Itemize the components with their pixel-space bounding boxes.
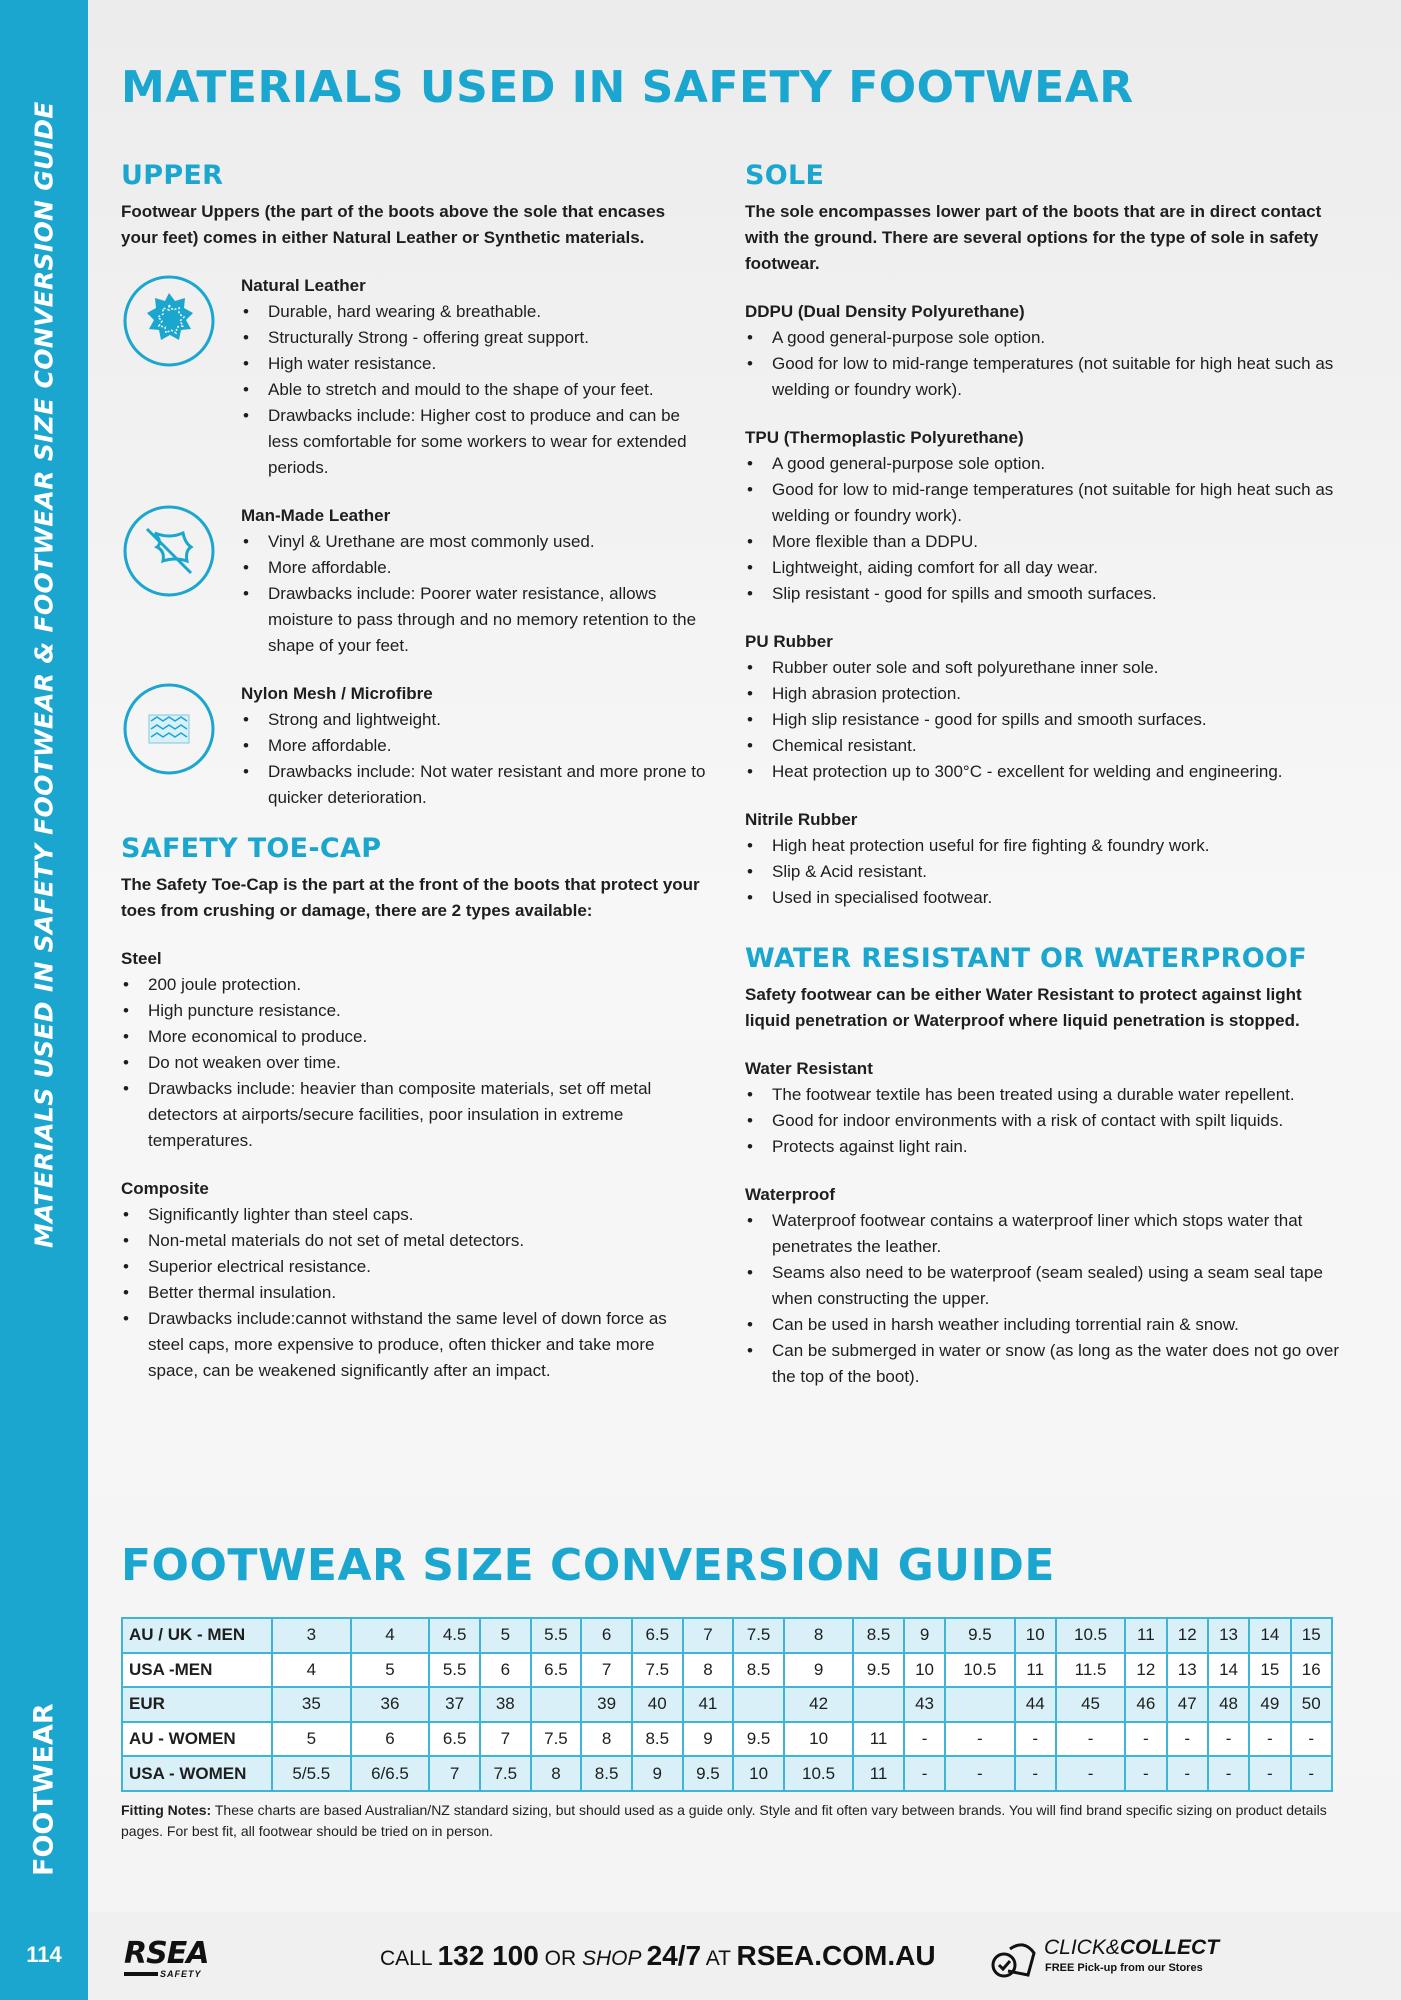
sole-heading: SOLE <box>745 160 825 191</box>
size-cell: 7 <box>581 1653 632 1688</box>
size-cell: 10 <box>904 1653 945 1688</box>
sole-types <box>745 299 1345 911</box>
size-cell: 5/5.5 <box>272 1756 351 1791</box>
size-cell: 12 <box>1167 1618 1208 1653</box>
size-cell: 8 <box>531 1756 582 1791</box>
size-cell: 5 <box>480 1618 531 1653</box>
size-cell: - <box>945 1756 1014 1791</box>
size-cell: 9.5 <box>945 1618 1014 1653</box>
size-cell: 41 <box>683 1687 734 1722</box>
size-cell: 6 <box>581 1618 632 1653</box>
size-cell: 6.5 <box>429 1722 480 1757</box>
bullet-point: • A good general-purpose sole option. <box>745 451 1345 477</box>
size-cell: 11.5 <box>1056 1653 1125 1688</box>
bullet-point: • Superior electrical resistance. <box>121 1254 706 1280</box>
material-type-block <box>745 629 1345 785</box>
size-cell: 8 <box>784 1618 853 1653</box>
size-cell: 11 <box>1015 1653 1056 1688</box>
size-cell: 8 <box>683 1653 734 1688</box>
size-cell: 15 <box>1249 1653 1290 1688</box>
bullet-point: • The footwear textile has been treated using a durable water repellent. <box>745 1082 1345 1108</box>
size-cell: 35 <box>272 1687 351 1722</box>
bullet-point: • 200 joule protection. <box>121 972 706 998</box>
size-cell: 7.5 <box>480 1756 531 1791</box>
upper-heading: UPPER <box>121 160 224 191</box>
material-type-block <box>745 1056 1345 1160</box>
size-cell: 10.5 <box>945 1653 1014 1688</box>
size-cell: - <box>1056 1722 1125 1757</box>
row-header: AU / UK - MEN <box>122 1618 272 1653</box>
size-cell: 7.5 <box>632 1653 683 1688</box>
size-cell: - <box>904 1756 945 1791</box>
size-cell: 38 <box>480 1687 531 1722</box>
size-cell: 43 <box>904 1687 945 1722</box>
bullet-point: • Heat protection up to 300°C - excellent for welding and engineering. <box>745 759 1345 785</box>
bullet-point: • Can be submerged in water or snow (as long as the water does not go over the top of the boot). <box>745 1338 1345 1390</box>
bullet-point: • Used in specialised footwear. <box>745 885 1345 911</box>
size-cell: 15 <box>1291 1618 1332 1653</box>
size-cell: 6 <box>351 1722 430 1757</box>
material-type-block <box>745 807 1345 911</box>
bullet-point: • Good for indoor environments with a risk of contact with spilt liquids. <box>745 1108 1345 1134</box>
water-types <box>745 1056 1345 1390</box>
bullet-point: • Can be used in harsh weather including torrential rain & snow. <box>745 1312 1345 1338</box>
size-cell: 8.5 <box>581 1756 632 1791</box>
no-leather-icon <box>121 503 217 599</box>
material-body <box>241 273 706 481</box>
toecap-section <box>121 833 706 1384</box>
click-collect-subtitle: FREE Pick-up from our Stores <box>1045 1962 1203 1974</box>
material-type-name: Water Resistant <box>745 1059 873 1078</box>
bullet-point: • Better thermal insulation. <box>121 1280 706 1306</box>
size-cell: - <box>1167 1756 1208 1791</box>
size-guide-title: FOOTWEAR SIZE CONVERSION GUIDE <box>121 1540 1055 1591</box>
size-cell <box>531 1687 582 1722</box>
bullet-point: • More affordable. <box>241 555 706 581</box>
size-cell: 10 <box>733 1756 784 1791</box>
bullet-point: • High water resistance. <box>241 351 706 377</box>
material-type-name: Steel <box>121 949 162 968</box>
bullet-point: • Able to stretch and mould to the shape of your feet. <box>241 377 706 403</box>
size-cell: 39 <box>581 1687 632 1722</box>
bullet-point: • More flexible than a DDPU. <box>745 529 1345 555</box>
size-cell: 11 <box>853 1722 904 1757</box>
material-row <box>121 503 706 659</box>
cc-amp: & <box>1105 1936 1120 1959</box>
size-cell: 6.5 <box>632 1618 683 1653</box>
size-cell: 7 <box>429 1756 480 1791</box>
size-cell: 8 <box>581 1722 632 1757</box>
size-cell: 4.5 <box>429 1618 480 1653</box>
table-row <box>122 1722 1332 1757</box>
size-cell: 49 <box>1249 1687 1290 1722</box>
bullet-point: • Waterproof footwear contains a waterproof liner which stops water that penetrates the leather. <box>745 1208 1345 1260</box>
size-cell: - <box>1291 1756 1332 1791</box>
material-name: Natural Leather <box>241 276 366 295</box>
call-at: AT <box>701 1947 737 1970</box>
size-cell: 12 <box>1125 1653 1166 1688</box>
size-cell: 9 <box>904 1618 945 1653</box>
material-type-block <box>121 946 706 1154</box>
size-cell <box>733 1687 784 1722</box>
size-cell: 6.5 <box>531 1653 582 1688</box>
size-cell: 45 <box>1056 1687 1125 1722</box>
left-column <box>121 160 706 1406</box>
website-link[interactable]: RSEA.COM.AU <box>736 1940 936 1971</box>
size-cell: 47 <box>1167 1687 1208 1722</box>
toecap-intro: The Safety Toe-Cap is the part at the front of the boots that protect your toes from crushing or damage, there are 2 types available: <box>121 875 700 920</box>
size-cell: 16 <box>1291 1653 1332 1688</box>
material-type-block <box>745 299 1345 403</box>
click-collect-bag-icon <box>990 1935 1040 1981</box>
bullet-point: • Slip & Acid resistant. <box>745 859 1345 885</box>
bullet-point: • Durable, hard wearing & breathable. <box>241 299 706 325</box>
size-cell: 8.5 <box>632 1722 683 1757</box>
size-cell: 9 <box>632 1756 683 1791</box>
material-body <box>241 681 706 811</box>
material-type-name: Waterproof <box>745 1185 836 1204</box>
size-cell: - <box>1015 1756 1056 1791</box>
size-cell: - <box>1249 1722 1290 1757</box>
bullet-point: • More affordable. <box>241 733 706 759</box>
size-cell: 50 <box>1291 1687 1332 1722</box>
size-cell: 10 <box>1015 1618 1056 1653</box>
material-type-points <box>745 833 1345 911</box>
size-cell: 8.5 <box>853 1618 904 1653</box>
material-type-name: DDPU (Dual Density Polyurethane) <box>745 302 1025 321</box>
water-heading: WATER RESISTANT OR WATERPROOF <box>745 943 1308 974</box>
size-cell: - <box>1208 1756 1249 1791</box>
material-type-name: PU Rubber <box>745 632 833 651</box>
toecap-types <box>121 946 706 1384</box>
size-conversion-table <box>121 1617 1333 1792</box>
material-name: Nylon Mesh / Microfibre <box>241 684 433 703</box>
size-cell: 36 <box>351 1687 430 1722</box>
size-cell: 3 <box>272 1618 351 1653</box>
bullet-point: • Strong and lightweight. <box>241 707 706 733</box>
click-collect-label <box>1044 1936 1219 1960</box>
size-cell: 40 <box>632 1687 683 1722</box>
material-type-name: Composite <box>121 1179 209 1198</box>
cc-click: CLICK <box>1044 1936 1106 1959</box>
size-cell <box>945 1687 1014 1722</box>
sole-section <box>745 160 1345 911</box>
material-type-points <box>745 1208 1345 1390</box>
size-cell: 14 <box>1249 1618 1290 1653</box>
size-cell: 8.5 <box>733 1653 784 1688</box>
upper-section <box>121 160 706 811</box>
bullet-point: • Drawbacks include:cannot withstand the same level of down force as steel caps, more expensive to produce, often thicker and take more space, can be weakened significantly after an impact. <box>121 1306 706 1384</box>
bullet-point: • Good for low to mid-range temperatures (not suitable for high heat such as welding or foundry work). <box>745 477 1345 529</box>
bullet-point: • More economical to produce. <box>121 1024 706 1050</box>
bullet-point: • A good general-purpose sole option. <box>745 325 1345 351</box>
bullet-point: • High abrasion protection. <box>745 681 1345 707</box>
size-cell: 11 <box>853 1756 904 1791</box>
bullet-point: • Seams also need to be waterproof (seam sealed) using a seam seal tape when constructing the upper. <box>745 1260 1345 1312</box>
bullet-point: • Drawbacks include: Not water resistant and more prone to quicker deterioration. <box>241 759 706 811</box>
size-cell: - <box>1015 1722 1056 1757</box>
size-cell: 44 <box>1015 1687 1056 1722</box>
mesh-fabric-icon <box>121 681 217 777</box>
bullet-point: • Slip resistant - good for spills and smooth surfaces. <box>745 581 1345 607</box>
page-number: 114 <box>26 1942 62 1967</box>
call-or: OR <box>538 1947 582 1970</box>
bullet-point: • Vinyl & Urethane are most commonly used. <box>241 529 706 555</box>
size-cell: 7.5 <box>531 1722 582 1757</box>
bullet-point: • Lightweight, aiding comfort for all day wear. <box>745 555 1345 581</box>
size-cell: 13 <box>1167 1653 1208 1688</box>
size-cell: - <box>1125 1722 1166 1757</box>
fitting-notes <box>121 1800 1333 1842</box>
bullet-point: • High slip resistance - good for spills and smooth surfaces. <box>745 707 1345 733</box>
size-cell: 5.5 <box>429 1653 480 1688</box>
material-type-points <box>121 1202 706 1384</box>
materials-list <box>121 273 706 811</box>
size-cell: 4 <box>351 1618 430 1653</box>
size-cell: - <box>1125 1756 1166 1791</box>
bullet-point: • Chemical resistant. <box>745 733 1345 759</box>
size-cell: 6/6.5 <box>351 1756 430 1791</box>
bullet-point: • Drawbacks include: heavier than composite materials, set off metal detectors at airports/secure facilities, poor insulation in extreme temperatures. <box>121 1076 706 1154</box>
size-cell: 7 <box>480 1722 531 1757</box>
bullet-point: • High heat protection useful for fire fighting & foundry work. <box>745 833 1345 859</box>
rsea-logo-sub: SAFETY <box>160 1969 202 1979</box>
bullet-point: • Do not weaken over time. <box>121 1050 706 1076</box>
page-title: MATERIALS USED IN SAFETY FOOTWEAR <box>121 62 1134 113</box>
row-header: EUR <box>122 1687 272 1722</box>
size-cell <box>853 1687 904 1722</box>
bullet-point: • Non-metal materials do not set of metal detectors. <box>121 1228 706 1254</box>
material-body <box>241 503 706 659</box>
cc-collect: COLLECT <box>1119 1936 1220 1959</box>
size-cell: 14 <box>1208 1653 1249 1688</box>
rsea-logo: RSEA <box>124 1936 209 1971</box>
water-intro: Safety footwear can be either Water Resistant to protect against light liquid penetration or Waterproof where liquid penetration is stopped. <box>745 985 1302 1030</box>
table-row <box>122 1687 1332 1722</box>
size-cell: 9 <box>784 1653 853 1688</box>
size-cell: 42 <box>784 1687 853 1722</box>
size-cell: 5 <box>272 1722 351 1757</box>
bullet-point: • Drawbacks include: Poorer water resistance, allows moisture to pass through and no memory retention to the shape of your feet. <box>241 581 706 659</box>
material-type-name: TPU (Thermoplastic Polyurethane) <box>745 428 1024 447</box>
bullet-point: • Significantly lighter than steel caps. <box>121 1202 706 1228</box>
size-cell: - <box>1056 1756 1125 1791</box>
size-cell: 11 <box>1125 1618 1166 1653</box>
sidebar-section-label: FOOTWEAR <box>28 1703 60 1877</box>
row-header: USA - WOMEN <box>122 1756 272 1791</box>
size-cell: 7 <box>683 1618 734 1653</box>
row-header: USA -MEN <box>122 1653 272 1688</box>
bullet-point: • High puncture resistance. <box>121 998 706 1024</box>
material-points <box>241 707 706 811</box>
material-row <box>121 681 706 811</box>
size-cell: 5.5 <box>531 1618 582 1653</box>
material-points <box>241 299 706 481</box>
material-row <box>121 273 706 481</box>
material-type-block <box>745 425 1345 607</box>
size-cell: 4 <box>272 1653 351 1688</box>
table-row <box>122 1653 1332 1688</box>
right-column <box>745 160 1345 1412</box>
material-type-points <box>745 1082 1345 1160</box>
bullet-point: • Drawbacks include: Higher cost to produce and can be less comfortable for some workers to wear for extended periods. <box>241 403 706 481</box>
size-cell: - <box>1249 1756 1290 1791</box>
material-name: Man-Made Leather <box>241 506 391 525</box>
row-header: AU - WOMEN <box>122 1722 272 1757</box>
size-cell: 37 <box>429 1687 480 1722</box>
material-type-name: Nitrile Rubber <box>745 810 858 829</box>
size-cell: 9.5 <box>853 1653 904 1688</box>
call-shop: SHOP <box>581 1947 647 1970</box>
call-pre: CALL <box>380 1947 438 1970</box>
size-cell: - <box>945 1722 1014 1757</box>
sole-intro: The sole encompasses lower part of the boots that are in direct contact with the ground. There are several options for the type of sole in safety footwear. <box>745 202 1322 273</box>
upper-intro: Footwear Uppers (the part of the boots above the sole that encases your feet) comes in either Natural Leather or Synthetic materials. <box>121 202 666 247</box>
size-cell: 10 <box>784 1722 853 1757</box>
material-type-points <box>745 325 1345 403</box>
toecap-heading: SAFETY TOE-CAP <box>121 833 382 864</box>
size-cell: 46 <box>1125 1687 1166 1722</box>
material-points <box>241 529 706 659</box>
material-type-block <box>121 1176 706 1384</box>
bullet-point: • Structurally Strong - offering great support. <box>241 325 706 351</box>
size-cell: 10.5 <box>784 1756 853 1791</box>
fitting-notes-text: These charts are based Australian/NZ standard sizing, but should used as a guide only. Style and fit often vary between brands. You will find brand specific sizing on product details pages. For best fit, all footwear should be tried on in person. <box>121 1802 1327 1839</box>
table-row <box>122 1618 1332 1653</box>
water-section <box>745 943 1345 1390</box>
call-247: 24/7 <box>646 1940 702 1971</box>
sidebar-vertical-title: MATERIALS USED IN SAFETY FOOTWEAR & FOOTWEAR SIZE CONVERSION GUIDE <box>29 101 59 1249</box>
table-row <box>122 1756 1332 1791</box>
size-cell: 10.5 <box>1056 1618 1125 1653</box>
bullet-point: • Rubber outer sole and soft polyurethane inner sole. <box>745 655 1345 681</box>
phone-number: 132 100 <box>437 1940 539 1971</box>
size-cell: 6 <box>480 1653 531 1688</box>
size-cell: - <box>904 1722 945 1757</box>
bullet-point: • Good for low to mid-range temperatures (not suitable for high heat such as welding or foundry work). <box>745 351 1345 403</box>
logo-underline <box>124 1972 158 1976</box>
size-cell: 13 <box>1208 1618 1249 1653</box>
size-cell: - <box>1291 1722 1332 1757</box>
leather-hide-icon <box>121 273 217 369</box>
size-cell: 48 <box>1208 1687 1249 1722</box>
size-cell: - <box>1167 1722 1208 1757</box>
material-type-points <box>745 655 1345 785</box>
bullet-point: • Protects against light rain. <box>745 1134 1345 1160</box>
size-cell: 9.5 <box>683 1756 734 1791</box>
size-cell: 9 <box>683 1722 734 1757</box>
material-type-points <box>121 972 706 1154</box>
size-cell: 9.5 <box>733 1722 784 1757</box>
size-cell: 7.5 <box>733 1618 784 1653</box>
material-type-block <box>745 1182 1345 1390</box>
call-to-action <box>380 1940 936 1972</box>
size-cell: 5 <box>351 1653 430 1688</box>
material-type-points <box>745 451 1345 607</box>
fitting-notes-label: Fitting Notes: <box>121 1802 212 1818</box>
size-cell: - <box>1208 1722 1249 1757</box>
